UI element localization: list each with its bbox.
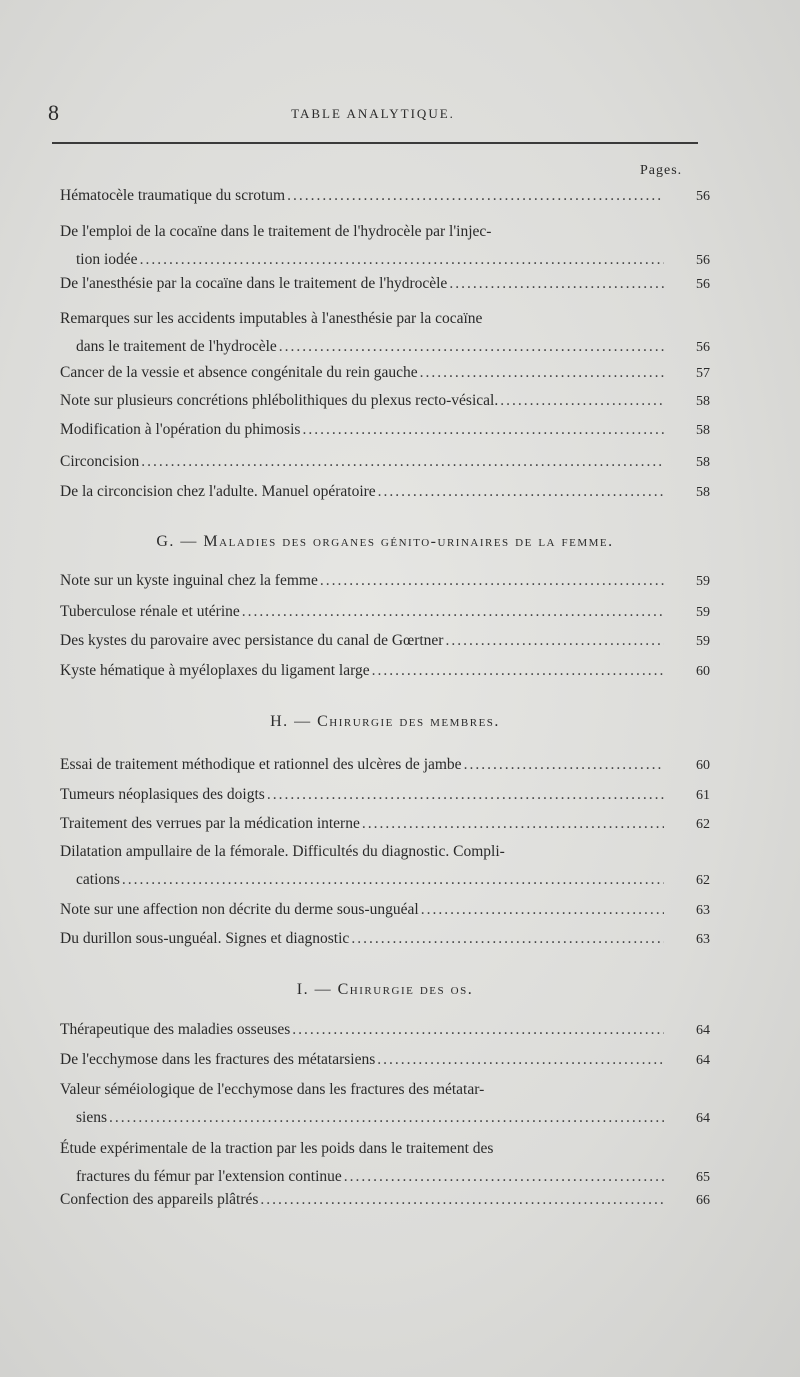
toc-entry-text: Étude expérimentale de la traction par les poids dans le traitement des xyxy=(60,1140,494,1157)
toc-entry xyxy=(60,1186,710,1214)
toc-entry-text: cations xyxy=(76,871,120,888)
toc-page-number: 63 xyxy=(696,932,710,947)
toc-page-number: 57 xyxy=(696,366,710,381)
toc-entry xyxy=(60,781,710,809)
dot-leader xyxy=(500,387,664,415)
dot-leader xyxy=(242,598,664,626)
toc-entry xyxy=(60,1076,710,1132)
toc-page-number: 66 xyxy=(696,1193,710,1208)
toc-entry xyxy=(60,925,710,953)
dot-leader xyxy=(378,478,664,506)
running-title: TABLE ANALYTIQUE. xyxy=(291,106,455,121)
toc-entry xyxy=(60,448,710,476)
toc-entry-text: dans le traitement de l'hydrocèle xyxy=(76,338,277,355)
dot-leader xyxy=(377,1046,664,1074)
header-rule xyxy=(52,142,698,144)
toc-page-number: 56 xyxy=(696,189,710,204)
section-heading: H. — Chirurgie des membres. xyxy=(270,713,500,730)
toc-page-number: 58 xyxy=(696,423,710,438)
toc-entry xyxy=(60,627,710,655)
toc-entry xyxy=(60,810,710,838)
toc-entry-text: fractures du fémur par l'extension continue xyxy=(76,1168,342,1185)
toc-page-number: 56 xyxy=(696,253,710,268)
toc-page-number: 58 xyxy=(696,485,710,500)
dot-leader xyxy=(141,448,664,476)
toc-entry xyxy=(60,1046,710,1074)
dot-leader xyxy=(362,810,664,838)
toc-page-number: 56 xyxy=(696,340,710,355)
toc-entry xyxy=(60,896,710,924)
toc-page-number: 56 xyxy=(696,277,710,292)
dot-leader xyxy=(420,359,664,387)
toc-entry-text: Du durillon sous-unguéal. Signes et diagnostic xyxy=(60,930,350,947)
toc-entry-text: Remarques sur les accidents imputables à l'anesthésie par la cocaïne xyxy=(60,310,483,327)
toc-page-number: 58 xyxy=(696,394,710,409)
toc-entry xyxy=(60,182,710,210)
toc-entry xyxy=(60,751,710,779)
dot-leader xyxy=(464,751,664,779)
toc-entry xyxy=(60,359,710,387)
dot-leader xyxy=(267,781,664,809)
toc-entry-text: Kyste hématique à myéloplaxes du ligament large xyxy=(60,662,370,679)
toc-page-number: 64 xyxy=(696,1023,710,1038)
dot-leader xyxy=(260,1186,664,1214)
toc-entry xyxy=(60,1135,710,1191)
toc-entry-text: Modification à l'opération du phimosis xyxy=(60,421,301,438)
dot-leader xyxy=(279,333,664,361)
toc-entry-text: De l'anesthésie par la cocaïne dans le traitement de l'hydrocèle xyxy=(60,275,448,292)
toc-entry-text: tion iodée xyxy=(76,251,138,268)
toc-entry xyxy=(60,838,710,894)
toc-entry-text: Traitement des verrues par la médication interne xyxy=(60,815,360,832)
dot-leader xyxy=(351,925,664,953)
dot-leader xyxy=(372,657,664,685)
pages-column-label: Pages. xyxy=(640,163,683,178)
dot-leader xyxy=(421,896,664,924)
toc-entry-text: Tuberculose rénale et utérine xyxy=(60,603,240,620)
toc-page-number: 60 xyxy=(696,758,710,773)
toc-entry-text: Hématocèle traumatique du scrotum xyxy=(60,187,286,204)
toc-page-number: 61 xyxy=(696,788,710,803)
toc-entry-text: Valeur séméiologique de l'ecchymose dans les fractures des métatar- xyxy=(60,1081,485,1098)
toc-entry-text: Thérapeutique des maladies osseuses xyxy=(60,1021,291,1038)
dot-leader xyxy=(320,567,664,595)
page-header xyxy=(48,100,698,130)
toc-entry-text: De la circoncision chez l'adulte. Manuel opératoire xyxy=(60,483,376,500)
toc-entry xyxy=(60,218,710,274)
toc-page-number: 63 xyxy=(696,903,710,918)
toc-entry-text: siens xyxy=(76,1109,107,1126)
dot-leader xyxy=(292,1016,664,1044)
toc-entry xyxy=(60,567,710,595)
toc-page-number: 64 xyxy=(696,1111,710,1126)
dot-leader xyxy=(287,182,664,210)
toc-entry-text: De l'ecchymose dans les fractures des métatarsiens xyxy=(60,1051,376,1068)
toc-entry xyxy=(60,270,710,298)
toc-page-number: 62 xyxy=(696,817,710,832)
toc-entry-text: Dilatation ampullaire de la fémorale. Difficultés du diagnostic. Compli- xyxy=(60,843,505,860)
toc-page-number: 58 xyxy=(696,455,710,470)
toc-entry-text: Des kystes du parovaire avec persistance du canal de Gœrtner xyxy=(60,632,444,649)
toc-entry-text: De l'emploi de la cocaïne dans le traitement de l'hydrocèle par l'injec- xyxy=(60,223,492,240)
toc-page-number: 59 xyxy=(696,574,710,589)
dot-leader xyxy=(449,270,664,298)
toc-entry-text: Tumeurs néoplasiques des doigts xyxy=(60,786,265,803)
dot-leader xyxy=(445,627,664,655)
page-number: 8 xyxy=(48,100,59,125)
dot-leader xyxy=(302,416,664,444)
toc-entry xyxy=(60,305,710,361)
toc-entry-text: Note sur un kyste inguinal chez la femme xyxy=(60,572,318,589)
toc-entry xyxy=(60,416,710,444)
toc-entry xyxy=(60,598,710,626)
toc-page-number: 60 xyxy=(696,664,710,679)
toc-entry xyxy=(60,478,710,506)
toc-entry xyxy=(60,657,710,685)
toc-page-number: 59 xyxy=(696,605,710,620)
toc-entry-text: Circoncision xyxy=(60,453,140,470)
dot-leader xyxy=(109,1104,664,1132)
toc-entry-text: Cancer de la vessie et absence congénitale du rein gauche xyxy=(60,364,418,381)
toc-page-number: 64 xyxy=(696,1053,710,1068)
section-heading: I. — Chirurgie des os. xyxy=(296,981,474,998)
toc-entry-text: Note sur une affection non décrite du derme sous-unguéal xyxy=(60,901,419,918)
toc-page-number: 59 xyxy=(696,634,710,649)
toc-entry xyxy=(60,1016,710,1044)
toc-entry-text: Essai de traitement méthodique et rationnel des ulcères de jambe xyxy=(60,756,462,773)
toc-entry xyxy=(60,387,710,415)
dot-leader xyxy=(122,866,664,894)
toc-entry-text: Note sur plusieurs concrétions phlébolithiques du plexus recto-vésical. xyxy=(60,392,499,409)
section-heading: G. — Maladies des organes génito-urinaires de la femme. xyxy=(156,533,614,550)
toc-entry-text: Confection des appareils plâtrés xyxy=(60,1191,259,1208)
toc-page-number: 62 xyxy=(696,873,710,888)
toc-page-number: 65 xyxy=(696,1170,710,1185)
